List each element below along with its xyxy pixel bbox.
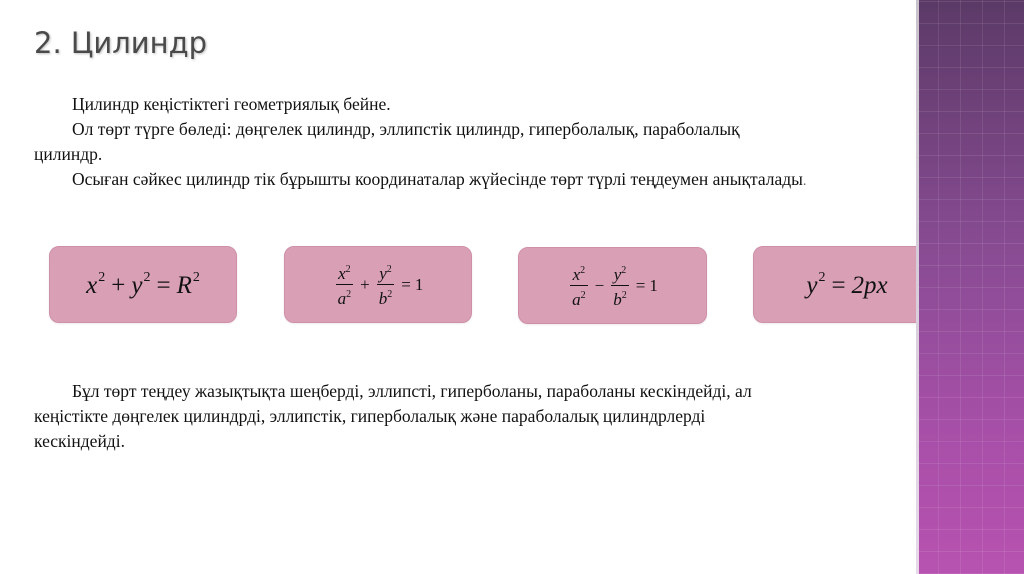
conclusion-line-1: Бұл төрт теңдеу жазықтықта шеңберді, эллипсті, гиперболаны, параболаны кескіндейді, ал: [72, 381, 752, 401]
intro-line-2: Ол төрт түрге бөледі: дөңгелек цилиндр, эллипстік цилиндр, гиперболалық, параболалық: [72, 119, 740, 139]
formula-circular-expression: $x^2 + y^2 = R^2$: [86, 269, 200, 299]
intro-line-1: Цилиндр кеңістіктегі геометриялық бейне.: [72, 94, 391, 114]
conclusion-line-2: кеңістікте дөңгелек цилиндрді, эллипстік, гиперболалық және параболалық цилиндрлерді: [34, 406, 706, 426]
formula-hyperbolic-cylinder: [518, 247, 707, 324]
intro-line-4-end: .: [802, 174, 807, 189]
intro-line-4: Осыған сәйкес цилиндр тік бұрышты координаталар жүйесінде төрт түрлі теңдеумен анықталады: [72, 169, 803, 189]
formula-parabolic-expression: $y^2 = 2px$: [806, 269, 888, 299]
intro-line-3: цилиндр.: [34, 144, 103, 164]
conclusion-paragraph: [34, 379, 752, 454]
conclusion-line-3: кескіндейді.: [34, 431, 125, 451]
fraction-y-over-b: $\frac{y^2}{b^2}$: [613, 265, 627, 309]
formula-parabolic-cylinder: [753, 246, 941, 323]
decorative-side-band: [916, 0, 1024, 574]
fraction-y-over-b: $\frac{y^2}{b^2}$: [378, 264, 393, 308]
formula-circular-cylinder: [49, 246, 237, 323]
fraction-x-over-a: $\frac{x^2}{a^2}$: [337, 264, 352, 308]
slide-title: 2. Цилиндр: [34, 26, 208, 60]
fraction-x-over-a: $\frac{x^2}{a^2}$: [572, 265, 586, 309]
formula-elliptic-cylinder: [284, 246, 472, 323]
intro-paragraph: [34, 92, 806, 194]
formula-hyperbolic-expression: $\frac{x^2}{a^2}$ − $\frac{y^2}{b^2}$ = 1: [567, 261, 658, 310]
formula-elliptic-expression: $\frac{x^2}{a^2}$ + $\frac{y^2}{b^2}$ = 1: [333, 260, 424, 309]
